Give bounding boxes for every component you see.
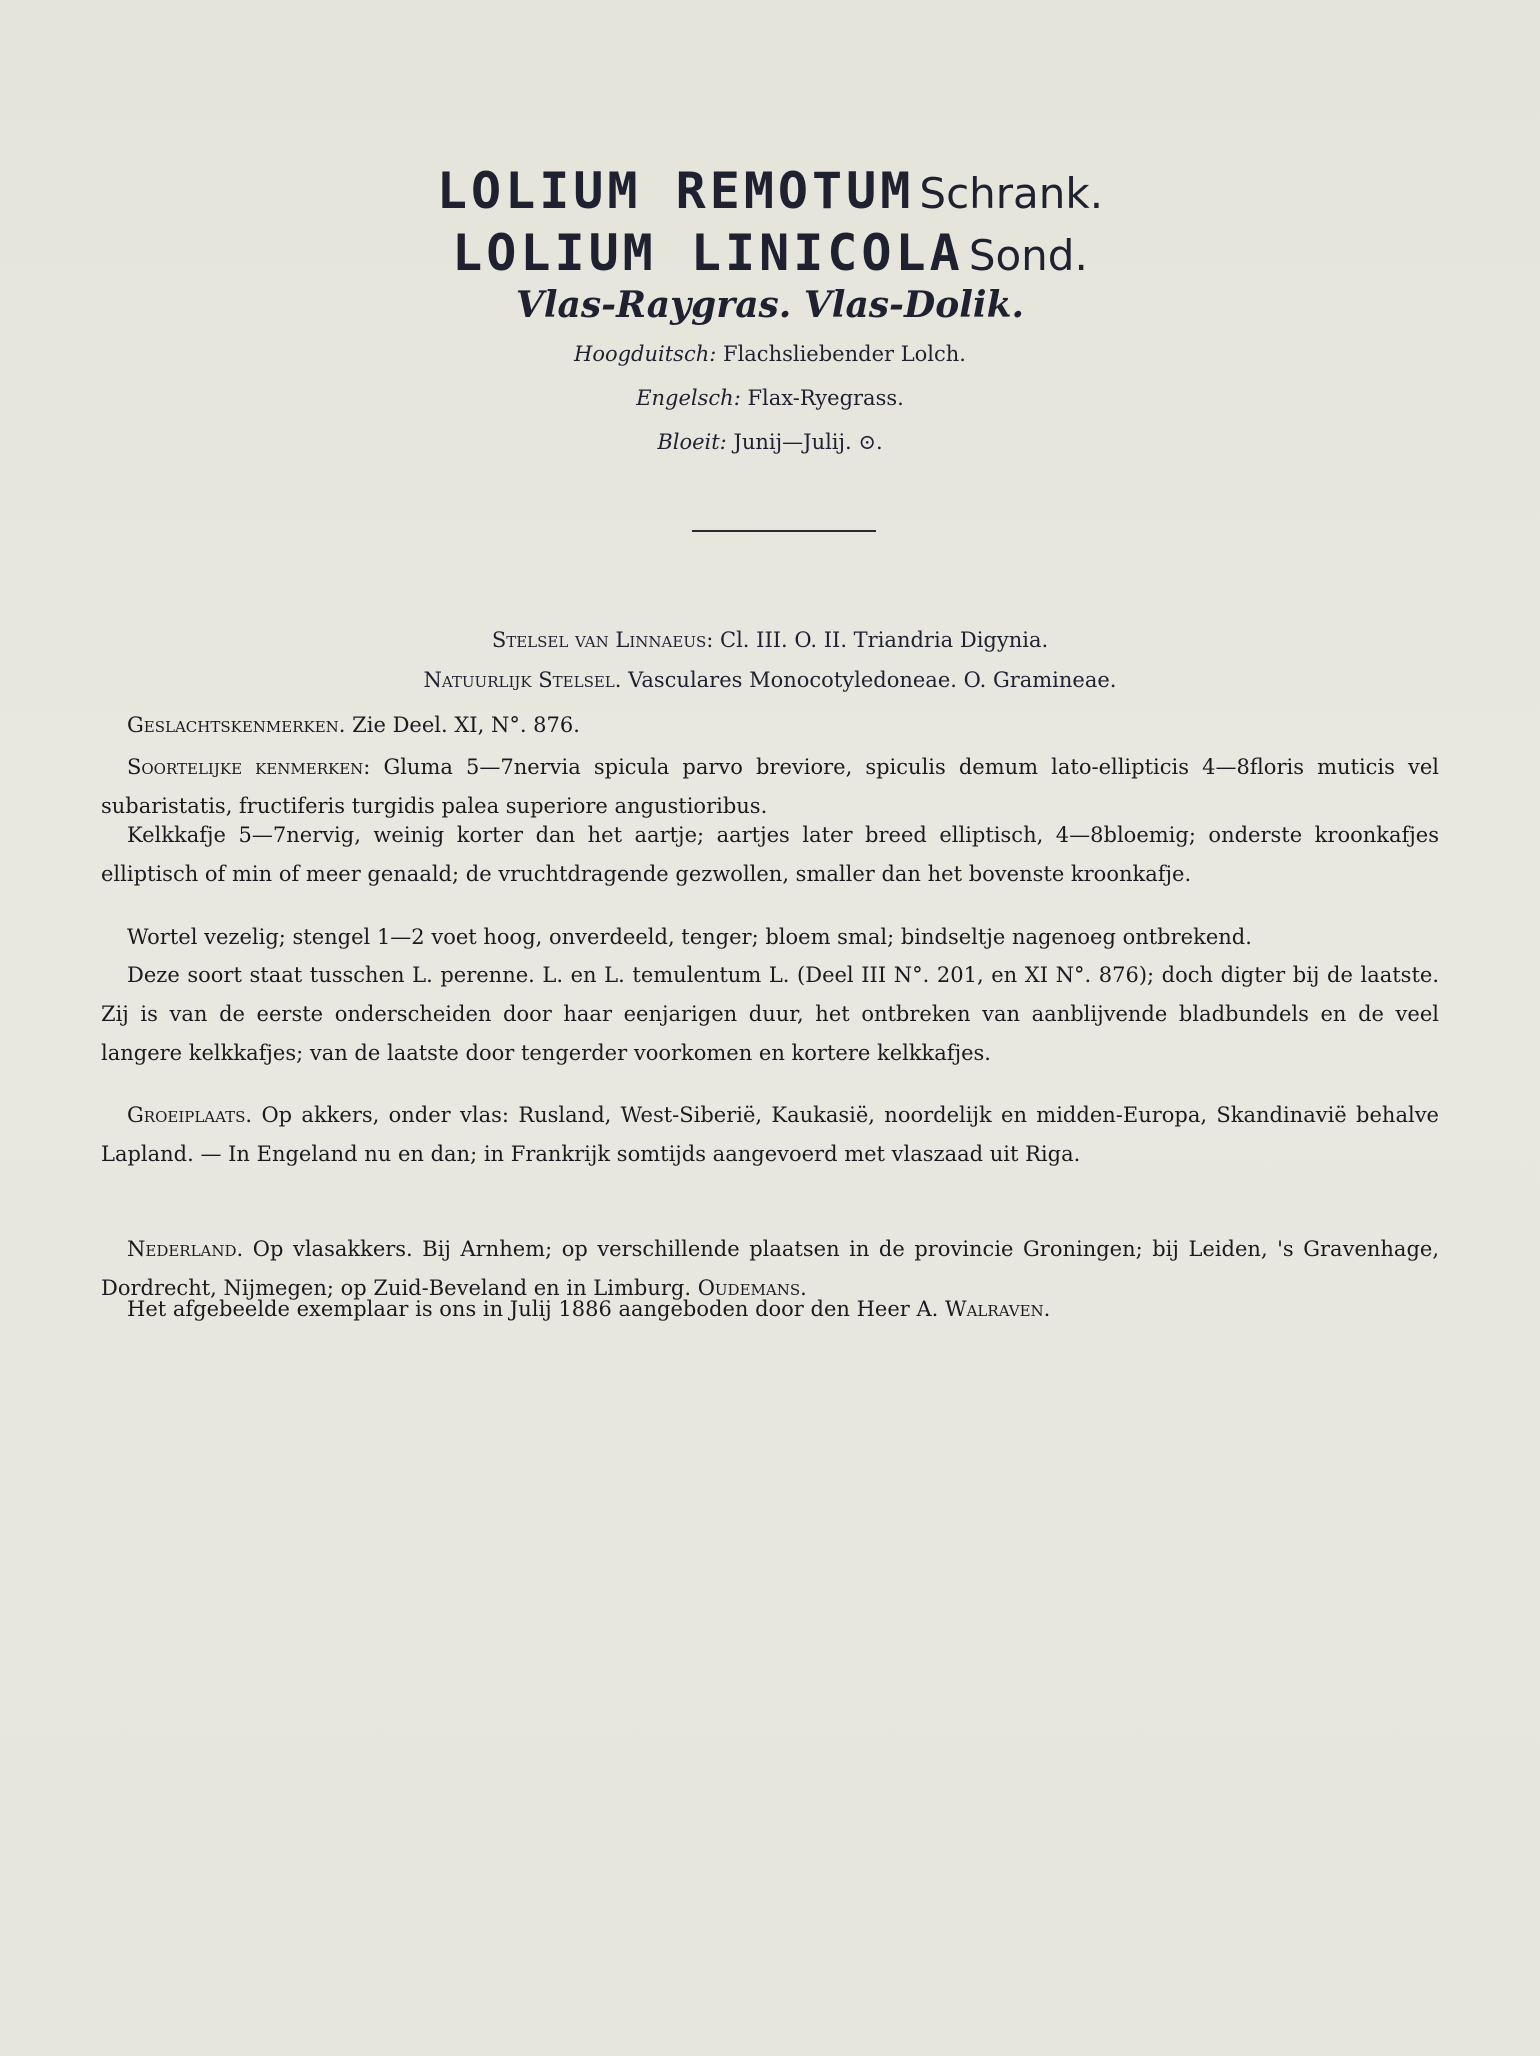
comparison-paragraph: Deze soort staat tusschen L. perenne. L. en L. temulentum L. (Deel III N°. 201, en XI N°. 876); doch digter bij de laatste. Zij is van de eerste onderscheiden door haar eenjarigen duur, het ontbreken van aanblijvende bladbundels en de veel langere kelkkafjes; van de laatste door tengerder voorkomen en kortere kelkkafjes. [101,963,1439,1065]
habitat-paragraph [101,1096,1439,1174]
species-title-1 [0,162,1540,220]
netherlands-source: Oudemans. [697,1276,807,1300]
habitat-text: Op akkers, onder vlas: Rusland, West-Siberië, Kaukasië, noordelijk en midden-Europa, Skandinavië behalve Lapland. — In Engeland nu en dan; in Frankrijk somtijds aangevoerd met vlaszaad uit Riga. [101,1103,1439,1166]
bloom-line [0,430,1540,454]
german-name: Flachsliebender Lolch. [723,342,966,366]
specimen-text: Het afgebeelde exemplaar is ons in Julij 1886 aangeboden door den Heer A. [127,1297,939,1321]
linnaeus-system-line [0,628,1540,652]
english-name: Flax-Ryegrass. [747,386,904,410]
natural-label: Natuurlijk Stelsel. [423,668,622,692]
specimen-donor: Walraven. [945,1297,1051,1321]
german-label: Hoogduitsch: [574,342,717,366]
species-text: Gluma 5—7nervia spicula parvo breviore, spiculis demum lato-ellipticis 4—8floris muticis vel subaristatis, fructiferis turgidis palea superiore angustioribus. [101,755,1439,818]
netherlands-label: Nederland. [127,1237,244,1261]
species-paragraph [101,748,1439,826]
author-schrank: Schrank. [919,169,1104,218]
kelkkafje-paragraph: Kelkkafje 5—7nervig, weinig korter dan het aartje; aartjes later breed elliptisch, 4—8bloemig; onderste kroonkafjes elliptisch of min of meer genaald; de vruchtdragende gezwollen, smaller dan het bovenste kroonkafje. [101,823,1439,886]
netherlands-text: Op vlasakkers. Bij Arnhem; op verschillende plaatsen in de provincie Groningen; bij Leiden, 's Gravenhage, Dordrecht, Nijmegen; op Zuid-Beveland en in Limburg. [101,1237,1439,1300]
section-divider [692,530,876,532]
genus-text: Zie Deel. XI, N°. 876. [352,713,580,737]
wortel-paragraph: Wortel vezelig; stengel 1—2 voet hoog, onverdeeld, tenger; bloem smal; bindseltje nagenoeg ontbrekend. [127,925,1252,949]
genus-paragraph [101,706,1439,745]
english-label: Engelsch: [636,386,741,410]
english-name-line [0,386,1540,410]
natural-value: Vasculares Monocotyledoneae. O. Gramineae. [628,668,1117,692]
species-name-remotum: LOLIUM REMOTUM [436,162,915,220]
german-name-line [0,342,1540,366]
specimen-paragraph [101,1290,1439,1329]
natural-system-line [0,668,1540,692]
bloom-value: Junij—Julij. ⊙. [733,430,883,454]
species-label: Soortelijke kenmerken: [127,755,371,779]
species-name-linicola: LOLIUM LINICOLA [452,224,964,282]
species-title-2 [0,224,1540,282]
linnaeus-value: Cl. III. O. II. Triandria Digynia. [720,628,1049,652]
linnaeus-label: Stelsel van Linnaeus: [491,628,714,652]
author-sond: Sond. [968,231,1088,280]
habitat-label: Groeiplaats. [127,1103,253,1127]
genus-label: Geslachtskenmerken. [127,713,346,737]
dutch-common-names: Vlas-Raygras. Vlas-Dolik. [515,284,1025,326]
bloom-label: Bloeit: [657,430,727,454]
